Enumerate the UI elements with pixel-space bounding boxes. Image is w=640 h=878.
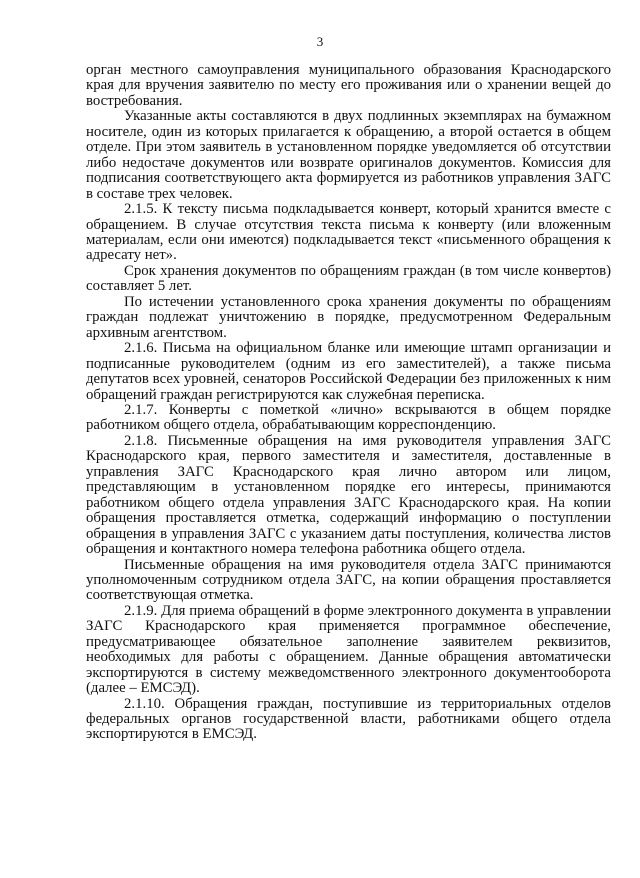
paragraph-storage-term: Срок хранения документов по обращениям граждан (в том числе конвертов) составляет 5 лет. bbox=[86, 262, 611, 295]
document-body bbox=[86, 63, 611, 743]
page-number: 3 bbox=[316, 34, 324, 49]
paragraph-acts: Указанные акты составляются в двух подлинных экземплярах на бумажном носителе, один из которых прилагается к обращению, а второй остается в общем отделе. При этом заявитель в установленном порядке уведомляется об отсутствии либо недостаче документов или возврате оригиналов документов. Комиссия для подписания соответствующего акта формируется из работников управления ЗАГС в составе трех человек. bbox=[86, 108, 611, 202]
paragraph-2-1-5: 2.1.5. К тексту письма подкладывается конверт, который хранится вместе с обращением. В случае отсутствия текста письма к конверту (или вложенным материалам, если они имеются) подкладывается текст «письменного обращения к адресату нет». bbox=[86, 201, 611, 264]
paragraph-2-1-6: 2.1.6. Письма на официальном бланке или имеющие штамп организации и подписанные руководителем (одним из его заместителей), а также письма депутатов всех уровней, сенаторов Российской Федерации без приложенных к ним обращений граждан регистрируются как служебная переписка. bbox=[86, 340, 611, 403]
paragraph-department-head: Письменные обращения на имя руководителя отдела ЗАГС принимаются уполномоченным сотрудником отдела ЗАГС, на копии обращения проставляется соответствующая отметка. bbox=[86, 556, 611, 604]
paragraph-destruction: По истечении установленного срока хранения документы по обращениям граждан подлежат уничтожению в порядке, предусмотренном Федеральным архивным агентством. bbox=[86, 293, 611, 341]
paragraph-2-1-7: 2.1.7. Конверты с пометкой «лично» вскрываются в общем порядке работником общего отдела, обрабатывающим корреспонденцию. bbox=[86, 401, 611, 434]
paragraph-2-1-9: 2.1.9. Для приема обращений в форме электронного документа в управлении ЗАГС Краснодарского края применяется программное обеспечение, предусматривающее обязательное заполнение заявителем реквизитов, необходимых для работы с обращением. Данные обращения автоматически экспортируются в систему межведомственного электронного документооборота (далее – ЕМСЭД). bbox=[86, 602, 611, 697]
paragraph-2-1-10: 2.1.10. Обращения граждан, поступившие из территориальных отделов федеральных органов государственной власти, работниками общего отдела экспортируются в ЕМСЭД. bbox=[86, 695, 611, 743]
paragraph-continuation: орган местного самоуправления муниципального образования Краснодарского края для вручения заявителю по месту его проживания или о хранении вещей до востребования. bbox=[86, 62, 611, 109]
paragraph-2-1-8: 2.1.8. Письменные обращения на имя руководителя управления ЗАГС Краснодарского края, первого заместителя и заместителя, доставленные в управления ЗАГС Краснодарского края лично автором или лицом, представляющим в установленном порядке его интересы, принимаются работником общего отдела управления ЗАГС Краснодарского края. На копии обращения проставляется отметка, содержащий информацию о поступлении обращения в управления ЗАГС с указанием даты поступления, количества листов обращения и контактного номера телефона работника общего отдела. bbox=[86, 432, 611, 558]
